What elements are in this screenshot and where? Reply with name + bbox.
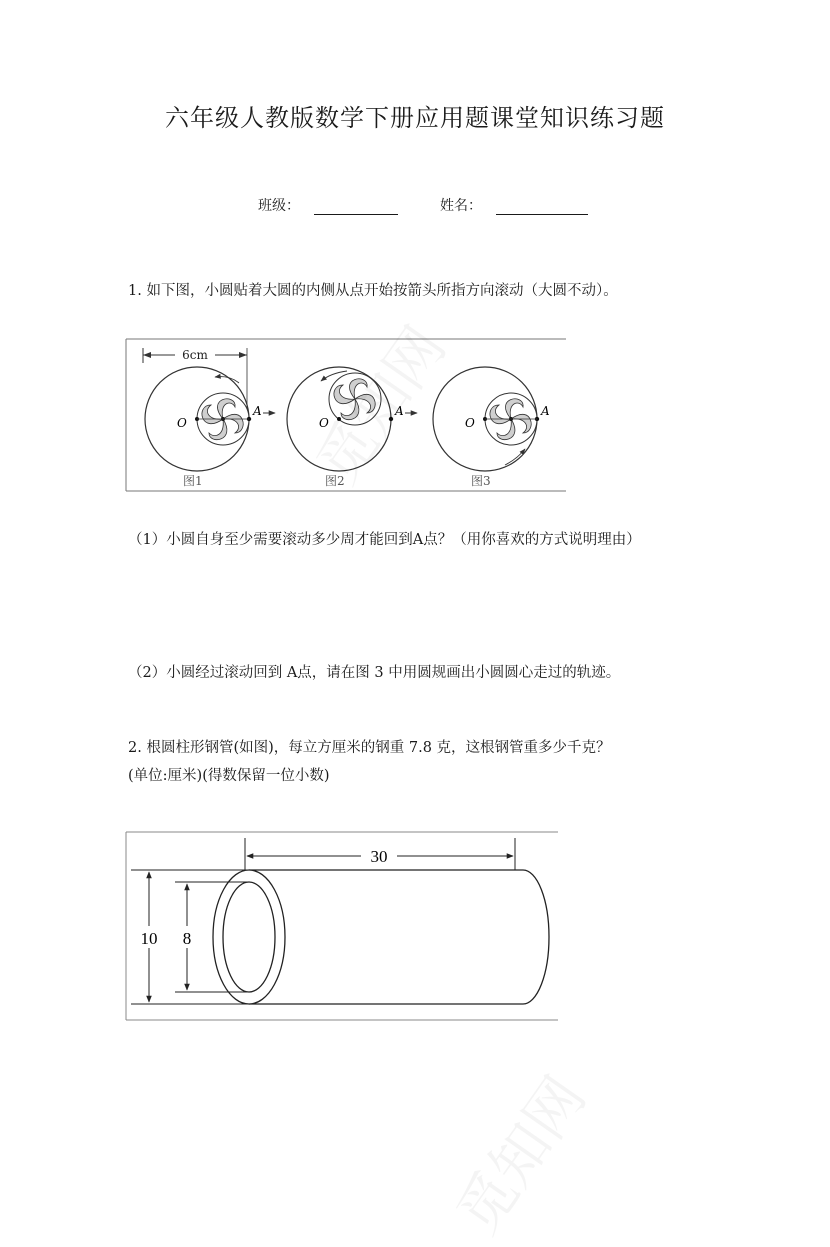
caption-fig1: 图1 [183,474,203,488]
watermark [433,1057,602,1247]
question-2-line-1: 2. 根圆柱形钢管(如图)，每立方厘米的钢重 7.8 克，这根钢管重多少千克？ [128,740,611,756]
question-2-line-2: (单位:厘米)(得数保留一位小数) [128,768,330,784]
question-1-part-1: （1）小圆自身至少需要滚动多少周才能回到A点？（用你喜欢的方式说明理由） [128,532,641,548]
point-o-label: O [319,416,329,430]
dimension-label: 6cm [182,348,208,362]
q2-pipe-figure [125,830,559,1022]
caption-fig3: 图3 [471,474,491,488]
point-a-label: A [541,404,550,418]
name-blank[interactable] [496,198,588,215]
figure-3 [433,367,550,488]
length-label: 30 [370,847,388,866]
page-title: 六年级人教版数学下册应用题课堂知识练习题 [165,104,665,132]
point-o-label: O [177,416,187,430]
class-field[interactable] [258,195,398,215]
figure-1 [145,367,275,488]
point-a-label: A [253,404,262,418]
caption-fig2: 图2 [325,474,345,488]
inner-diameter-label: 8 [182,929,192,948]
point-o-label: O [465,416,475,430]
name-label: 姓名： [440,198,482,214]
q1-figure [125,337,567,493]
figure-2 [287,367,417,488]
question-1-text: 1. 如下图，小圆贴着大圆的内侧从点开始按箭头所指方向滚动（大圆不动）。 [128,283,618,299]
name-field[interactable] [440,195,588,215]
class-blank[interactable] [314,198,398,215]
question-1-part-2: （2）小圆经过滚动回到 A点，请在图 3 中用圆规画出小圆圆心走过的轨迹。 [128,665,621,681]
outer-diameter-label: 10 [140,929,158,948]
point-a-label: A [395,404,404,418]
class-label: 班级： [258,198,300,214]
